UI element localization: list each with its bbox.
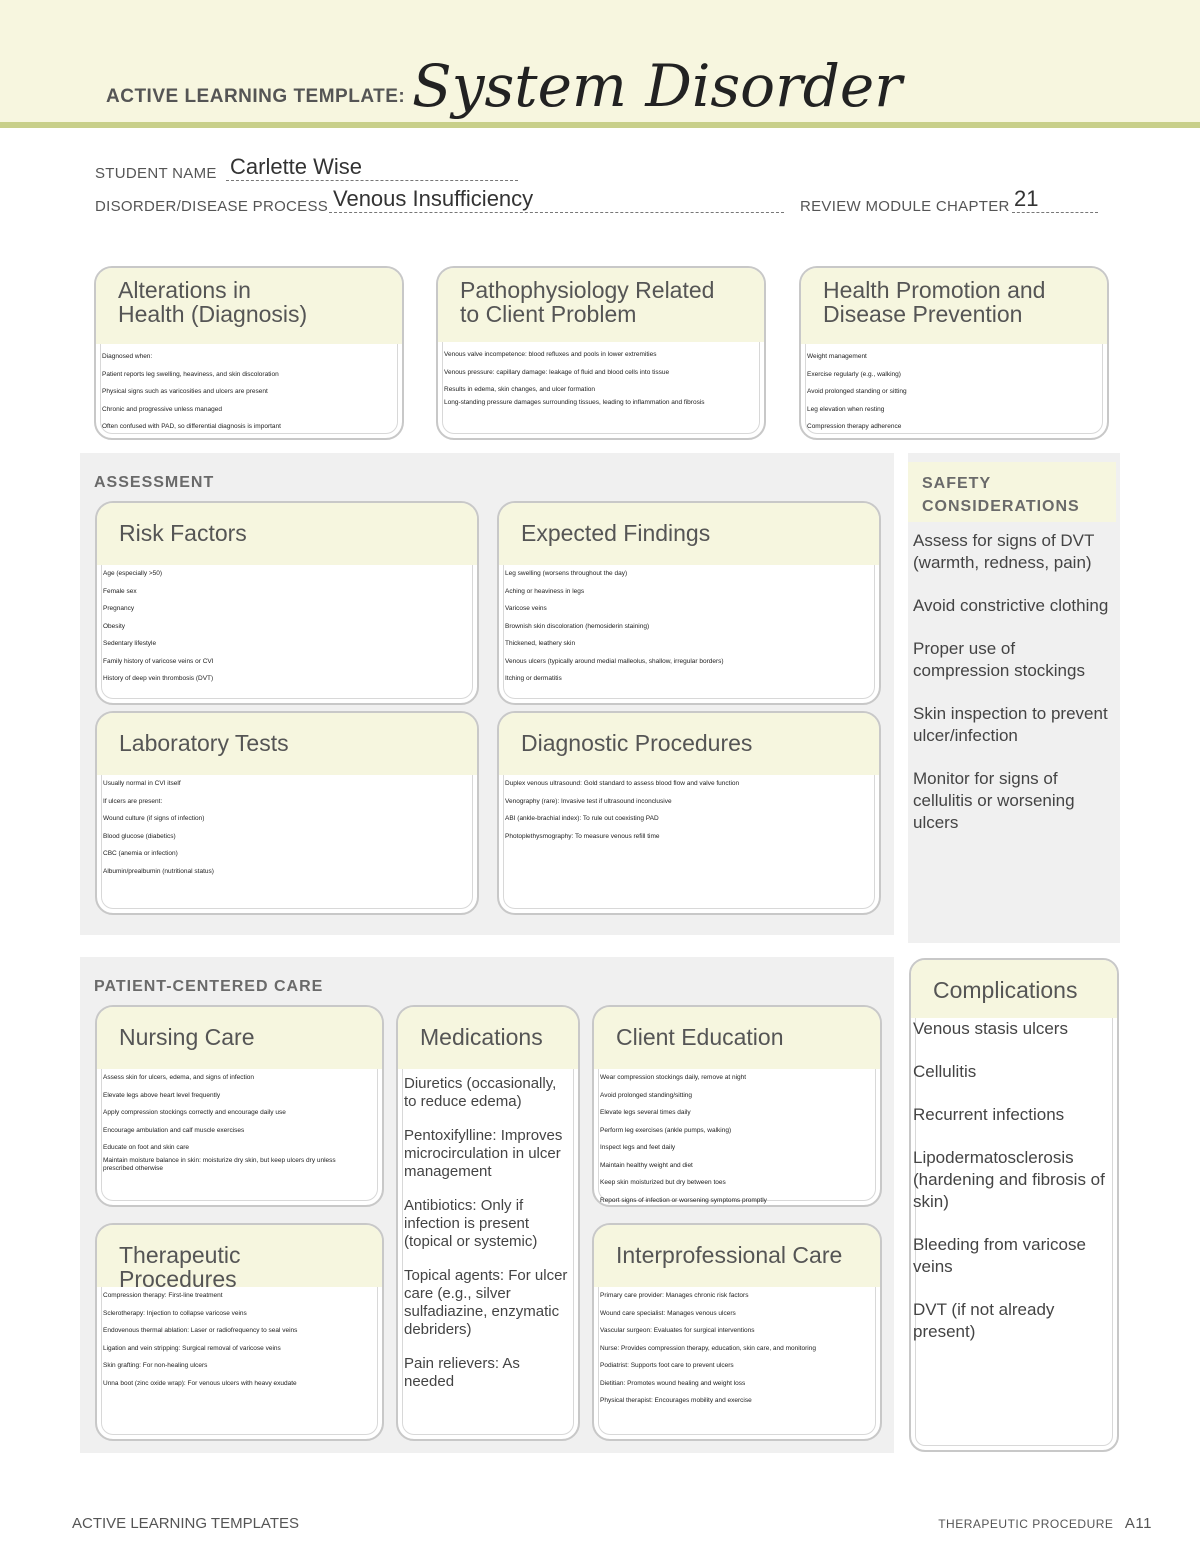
list-item: CBC (anemia or infection) [103, 850, 178, 857]
list-item: Skin inspection to prevent ulcer/infection [913, 704, 1108, 745]
list-item: Pentoxifylline: Improves microcirculation in ulcer management [404, 1127, 563, 1180]
pathophysiology-title-line1: Pathophysiology Related [460, 277, 715, 303]
list-item: Maintain moisture balance in skin: moisturize dry skin, but keep ulcers dry unless prescribed otherwise [103, 1156, 336, 1172]
footer-left: ACTIVE LEARNING TEMPLATES [72, 1515, 299, 1532]
list-item: Family history of varicose veins or CVI [103, 657, 214, 665]
list-item: Wound culture (if signs of infection) [103, 815, 205, 822]
list-item: Leg elevation when resting [807, 405, 885, 413]
alterations-title-line1: Alterations in [118, 277, 251, 303]
list-item: Thickened, leathery skin [505, 640, 576, 647]
alterations-title [96, 268, 402, 344]
list-item: Patient reports leg swelling, heaviness, and skin discoloration [102, 370, 279, 378]
expected-findings-box [497, 501, 881, 705]
list-item: Elevate legs several times daily [600, 1109, 691, 1116]
list-item: Venography (rare): Invasive test if ultrasound inconclusive [505, 797, 672, 805]
list-item: Antibiotics: Only if infection is present (topical or systemic) [404, 1197, 538, 1250]
list-item: Report signs of infection or worsening symptoms promptly [600, 1196, 767, 1204]
footer-right [938, 1515, 1152, 1532]
list-item: Apply compression stockings correctly and encourage daily use [103, 1109, 286, 1116]
list-item: Avoid prolonged standing or sitting [807, 388, 907, 395]
complications-box [909, 958, 1119, 1452]
list-item: Pain relievers: As needed [404, 1355, 520, 1390]
therapeutic-procedures-content [97, 1287, 382, 1396]
list-item: Assess for signs of DVT (warmth, redness, pain) [913, 531, 1095, 572]
list-item: Results in edema, skin changes, and ulcer formation [444, 386, 596, 393]
safety-label-line1: SAFETY [922, 475, 992, 492]
list-item: Assess skin for ulcers, edema, and signs of infection [103, 1074, 255, 1081]
list-item: Bleeding from varicose veins [913, 1235, 1086, 1276]
diagnostic-procedures-box [497, 711, 881, 915]
chapter-value: 21 [1014, 186, 1039, 211]
diagnostic-procedures-content [499, 775, 879, 849]
risk-factors-content [97, 565, 477, 692]
list-item: Avoid prolonged standing/sitting [600, 1091, 693, 1099]
medications-content [398, 1069, 578, 1391]
list-item: Topical agents: For ulcer care (e.g., silver sulfadiazine, enzymatic debriders) [404, 1267, 568, 1338]
safety-header [908, 462, 1116, 522]
list-item: Venous pressure: capillary damage: leakage of fluid and blood cells into tissue [444, 368, 670, 376]
client-education-title: Client Education [594, 1007, 880, 1069]
list-item: Exercise regularly (e.g., walking) [807, 370, 901, 378]
list-item: Obesity [103, 622, 126, 630]
list-item: Female sex [103, 587, 137, 595]
disorder-field[interactable] [329, 186, 784, 213]
interprofessional-care-box [592, 1223, 882, 1441]
client-education-content [594, 1069, 880, 1207]
medications-title: Medications [398, 1007, 578, 1069]
list-item: Varicose veins [505, 605, 547, 612]
alterations-box [94, 266, 404, 440]
chapter-label: REVIEW MODULE CHAPTER [800, 198, 1010, 215]
health-promotion-box [799, 266, 1109, 440]
pathophysiology-box [436, 266, 766, 440]
student-name-label: STUDENT NAME [95, 165, 217, 182]
list-item: Pregnancy [103, 605, 135, 612]
list-item: Keep skin moisturized but dry between toes [600, 1179, 726, 1186]
list-item: Usually normal in CVI itself [103, 780, 181, 787]
list-item: Lipodermatosclerosis (hardening and fibrosis of skin) [913, 1148, 1105, 1211]
expected-findings-content [499, 565, 879, 692]
list-item: Recurrent infections [913, 1105, 1065, 1124]
list-item: Chronic and progressive unless managed [102, 405, 222, 413]
medications-box [396, 1005, 580, 1441]
list-item: Educate on foot and skin care [103, 1144, 190, 1151]
lab-tests-box [95, 711, 479, 915]
list-item: Skin grafting: For non-healing ulcers [103, 1362, 208, 1369]
safety-label-line2: CONSIDERATIONS [922, 498, 1080, 515]
list-item: ABI (ankle-brachial index): To rule out coexisting PAD [505, 815, 659, 822]
lab-tests-title: Laboratory Tests [97, 713, 477, 775]
risk-factors-box [95, 501, 479, 705]
risk-factors-title: Risk Factors [97, 503, 477, 565]
chapter-field[interactable] [1012, 186, 1098, 213]
list-item: Maintain healthy weight and diet [600, 1161, 693, 1169]
health-promotion-content [801, 344, 1107, 440]
list-item: Sedentary lifestyle [103, 640, 157, 647]
list-item: Long-standing pressure damages surrounding tissues, leading to inflammation and fibrosis [444, 398, 705, 406]
diagnostic-procedures-title: Diagnostic Procedures [499, 713, 879, 775]
student-name-value: Carlette Wise [230, 154, 363, 179]
list-item: Primary care provider: Manages chronic risk factors [600, 1292, 749, 1299]
pathophysiology-title [438, 268, 764, 342]
student-name-field[interactable] [226, 154, 518, 181]
lab-tests-content [97, 775, 477, 884]
expected-findings-title: Expected Findings [499, 503, 879, 565]
list-item: Avoid constrictive clothing [913, 596, 1109, 615]
list-item: Photoplethysmography: To measure venous refill time [505, 832, 660, 840]
list-item: Leg swelling (worsens throughout the day) [505, 570, 628, 577]
list-item: Compression therapy adherence [807, 423, 902, 430]
header-rule [0, 122, 1200, 128]
complications-content [911, 1018, 1117, 1343]
list-item: Physical signs such as varicosities and ulcers are present [102, 388, 268, 395]
list-item: Inspect legs and feet daily [600, 1144, 676, 1151]
list-item: Dietitian: Promotes wound healing and weight loss [600, 1379, 746, 1387]
client-education-box [592, 1005, 882, 1207]
therapeutic-procedures-box [95, 1223, 384, 1441]
pathophysiology-content [438, 342, 764, 411]
list-item: Weight management [807, 353, 867, 360]
list-item: Perform leg exercises (ankle pumps, walking) [600, 1126, 732, 1134]
therapeutic-procedures-title: Therapeutic Procedures [97, 1225, 382, 1287]
list-item: Often confused with PAD, so differential diagnosis is important [102, 423, 281, 430]
nursing-care-box [95, 1005, 384, 1207]
page-title: System Disorder [412, 52, 902, 120]
list-item: Nurse: Provides compression therapy, education, skin care, and monitoring [600, 1344, 816, 1352]
list-item: Endovenous thermal ablation: Laser or radiofrequency to seal veins [103, 1327, 298, 1334]
template-label: ACTIVE LEARNING TEMPLATE: [106, 86, 406, 107]
list-item: Compression therapy: First-line treatment [103, 1292, 223, 1299]
patient-care-label: PATIENT-CENTERED CARE [94, 978, 324, 995]
interprofessional-care-content [594, 1287, 880, 1414]
footer-procedure-label: THERAPEUTIC PROCEDURE [938, 1517, 1114, 1531]
health-promotion-title-line1: Health Promotion and [823, 277, 1046, 303]
safety-list [913, 530, 1113, 834]
list-item: Venous valve incompetence: blood refluxes and pools in lower extremities [444, 351, 657, 358]
list-item: Wear compression stockings daily, remove at night [600, 1074, 747, 1081]
list-item: Venous ulcers (typically around medial malleolus, shallow, irregular borders) [505, 657, 724, 665]
alterations-title-line2: Health (Diagnosis) [118, 301, 308, 327]
list-item: Duplex venous ultrasound: Gold standard to assess blood flow and valve function [505, 780, 740, 787]
list-item: Cellulitis [913, 1062, 977, 1081]
list-item: Unna boot (zinc oxide wrap): For venous ulcers with heavy exudate [103, 1379, 297, 1387]
list-item: Ligation and vein stripping: Surgical removal of varicose veins [103, 1344, 281, 1352]
list-item: Vascular surgeon: Evaluates for surgical interventions [600, 1327, 755, 1334]
list-item: Itching or dermatitis [505, 675, 562, 682]
alterations-content [96, 344, 402, 440]
list-item: History of deep vein thrombosis (DVT) [103, 675, 214, 682]
disorder-value: Venous Insufficiency [333, 186, 534, 211]
list-item: Aching or heaviness in legs [505, 587, 585, 595]
page-number: A11 [1124, 1515, 1152, 1532]
list-item: Albumin/prealbumin (nutritional status) [103, 867, 214, 875]
list-item: Sclerotherapy: Injection to collapse varicose veins [103, 1309, 247, 1317]
list-item: Wound care specialist: Manages venous ulcers [600, 1309, 736, 1317]
health-promotion-title [801, 268, 1107, 344]
assessment-label: ASSESSMENT [94, 474, 215, 491]
list-item: Proper use of compression stockings [913, 639, 1085, 680]
list-item: If ulcers are present: [103, 797, 163, 805]
list-item: Physical therapist: Encourages mobility and exercise [600, 1397, 752, 1404]
list-item: Encourage ambulation and calf muscle exercises [103, 1126, 245, 1134]
complications-title: Complications [911, 960, 1117, 1018]
interprofessional-care-title: Interprofessional Care [594, 1225, 880, 1287]
pathophysiology-title-line2: to Client Problem [460, 301, 637, 327]
nursing-care-title: Nursing Care [97, 1007, 382, 1069]
list-item: Diuretics (occasionally, to reduce edema) [404, 1075, 557, 1110]
disorder-label: DISORDER/DISEASE PROCESS [95, 198, 329, 215]
list-item: Venous stasis ulcers [913, 1019, 1068, 1038]
list-item: Elevate legs above heart level frequently [103, 1091, 221, 1099]
list-item: Age (especially >50) [103, 570, 163, 577]
health-promotion-title-line2: Disease Prevention [823, 301, 1023, 327]
list-item: Monitor for signs of cellulitis or worsening ulcers [913, 769, 1075, 832]
nursing-care-content [97, 1069, 382, 1177]
list-item: Diagnosed when: [102, 353, 153, 360]
list-item: DVT (if not already present) [913, 1300, 1055, 1341]
list-item: Podiatrist: Supports foot care to prevent ulcers [600, 1362, 734, 1369]
list-item: Blood glucose (diabetics) [103, 832, 176, 840]
list-item: Brownish skin discoloration (hemosiderin staining) [505, 622, 650, 630]
